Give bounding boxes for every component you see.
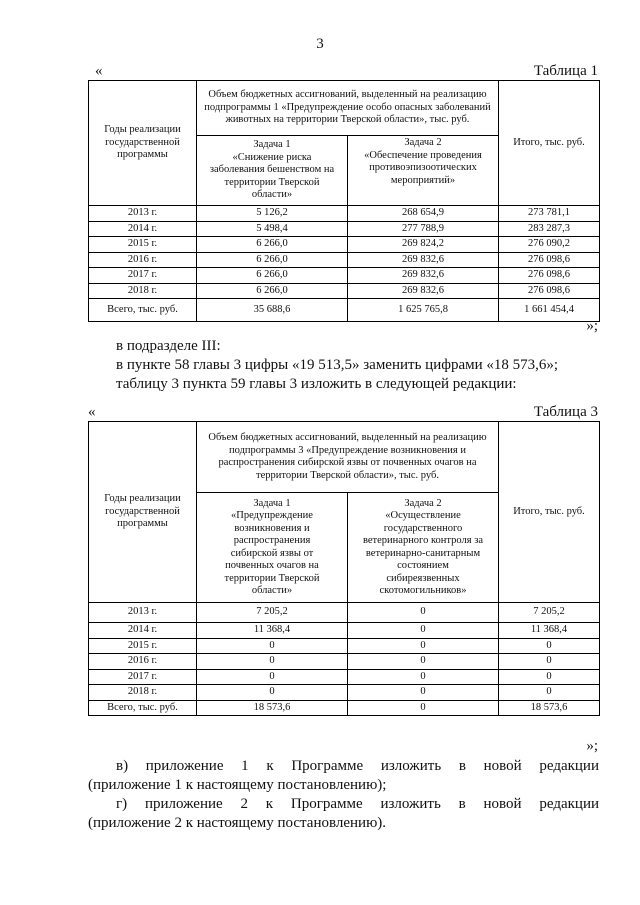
table3-header-task1: Задача 1 «Предупреждение возникновения и распространения сибирской язвы от почвенных очагов на территории Тверской области» xyxy=(197,493,348,603)
table3 xyxy=(88,421,600,716)
table1 xyxy=(88,80,600,322)
table1-header-group: Объем бюджетных ассигнований, выделенный на реализацию подпрограммы 1 «Предупреждение особо опасных заболеваний животных на территории Тверской области», тыс. руб. xyxy=(197,81,499,136)
table-row: 2016 г. 0 0 0 xyxy=(89,654,600,670)
close-quote: »; xyxy=(586,318,598,334)
paragraph-appendix2-cont: (приложение 2 к настоящему постановлению). xyxy=(88,815,387,831)
table3-caption: Таблица 3 xyxy=(533,404,598,420)
open-quote: « xyxy=(88,404,96,420)
table-row: 2017 г. 0 0 0 xyxy=(89,669,600,685)
paragraph-appendix1-cont: (приложение 1 к настоящему постановлению); xyxy=(88,777,387,793)
table-total-row: Всего, тыс. руб. 35 688,6 1 625 765,8 1 661 454,4 xyxy=(89,299,600,322)
paragraph-subsection: в подразделе III: xyxy=(116,338,221,354)
table-total-row: Всего, тыс. руб. 18 573,6 0 18 573,6 xyxy=(89,700,600,716)
table1-header-task2: Задача 2 «Обеспечение проведения противоэпизоотических мероприятий» xyxy=(348,136,499,206)
page-number: 3 xyxy=(316,36,324,52)
table-row: 2014 г. 11 368,4 0 11 368,4 xyxy=(89,623,600,639)
table-row: 2015 г. 6 266,0 269 824,2 276 090,2 xyxy=(89,237,600,253)
table3-header-years: Годы реализации государственной программы xyxy=(89,422,197,603)
table1-header-task1: Задача 1 «Снижение риска заболевания бешенством на территории Тверской области» xyxy=(197,136,348,206)
paragraph-appendix2: г) приложение 2 к Программе изложить в новой редакции xyxy=(116,796,599,812)
close-quote: »; xyxy=(586,738,598,754)
paragraph-appendix1: в) приложение 1 к Программе изложить в новой редакции xyxy=(116,758,599,774)
table3-header-task2: Задача 2 «Осуществление государственного ветеринарного контроля за ветеринарно-санитарным состоянием сибиреязвенных скотомогильников» xyxy=(348,493,499,603)
table-row: 2015 г. 0 0 0 xyxy=(89,638,600,654)
table1-caption: Таблица 1 xyxy=(533,63,598,79)
table3-header-total: Итого, тыс. руб. xyxy=(499,422,600,603)
table-row: 2013 г. 5 126,2 268 654,9 273 781,1 xyxy=(89,206,600,222)
paragraph-point58: в пункте 58 главы 3 цифры «19 513,5» заменить цифрами «18 573,6»; xyxy=(116,357,559,373)
paragraph-table3: таблицу 3 пункта 59 главы 3 изложить в следующей редакции: xyxy=(116,376,517,392)
table-row: 2018 г. 0 0 0 xyxy=(89,685,600,701)
open-quote: « xyxy=(95,63,103,79)
table3-header-group: Объем бюджетных ассигнований, выделенный на реализацию подпрограммы 3 «Предупреждение возникновения и распространения сибирской язвы от почвенных очагов на территории Тверской области», тыс. руб. xyxy=(197,422,499,493)
table-row: 2013 г. 7 205,2 0 7 205,2 xyxy=(89,603,600,623)
table-row: 2014 г. 5 498,4 277 788,9 283 287,3 xyxy=(89,221,600,237)
table1-header-total: Итого, тыс. руб. xyxy=(499,81,600,206)
table-row: 2017 г. 6 266,0 269 832,6 276 098,6 xyxy=(89,268,600,284)
table-row: 2016 г. 6 266,0 269 832,6 276 098,6 xyxy=(89,252,600,268)
table1-header-years: Годы реализации государственной программы xyxy=(89,81,197,206)
table-row: 2018 г. 6 266,0 269 832,6 276 098,6 xyxy=(89,283,600,299)
